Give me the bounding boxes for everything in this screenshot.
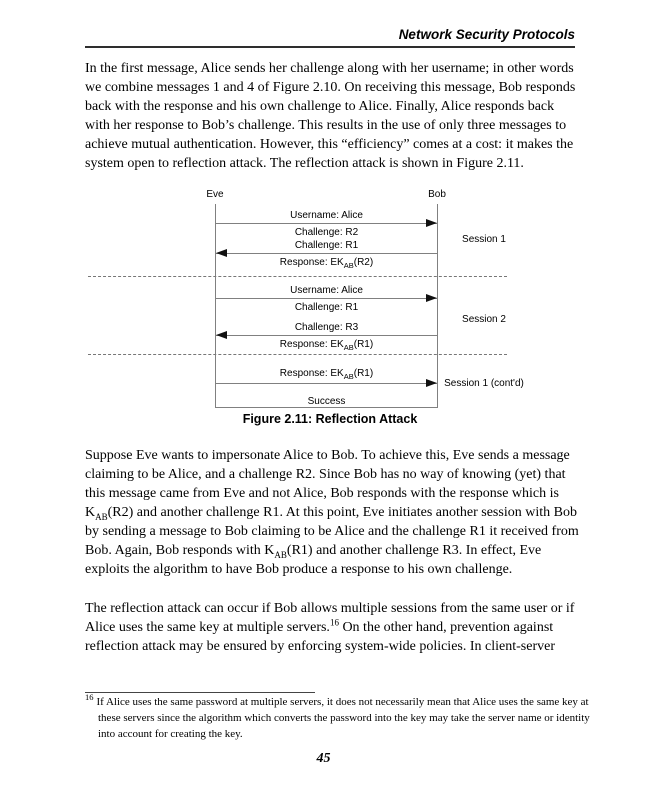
message-5-line-1: Response: $EK_{AB}(R1)$	[279, 368, 374, 381]
arrow-eve-to-bob-1	[216, 223, 437, 224]
message-4-line-1: Challenge: R3	[294, 322, 359, 333]
footnote-rule	[85, 692, 315, 693]
message-2-line-1: Challenge: R1	[294, 240, 359, 251]
arrow-eve-to-bob-2	[216, 298, 437, 299]
key-subscript: AB	[95, 511, 108, 522]
running-header: Network Security Protocols	[398, 27, 575, 42]
message-2-line-2: Response: $EK_{AB}(R2)$	[279, 257, 374, 270]
session-1-contd-label: Session 1 (cont'd)	[444, 378, 524, 389]
footnote-16: $^{16}$ If Alice uses the same password at multiple servers, it does not necessarily mean that Alice uses the same key at these servers since the algorithm which converts the password into the key may take the server name or identity into account for creating the key.	[85, 692, 590, 740]
session-divider-1	[88, 276, 507, 277]
message-4-line-2: Response: $EK_{AB}(R1)$	[279, 339, 374, 352]
message-3-line-1: Username: Alice	[290, 285, 363, 296]
session-2-label: Session 2	[462, 314, 506, 325]
arrowhead-left-icon	[216, 331, 227, 339]
success-label: Success	[307, 396, 346, 407]
arrow-bob-to-eve-2	[216, 335, 437, 336]
arrow-eve-to-bob-3	[216, 383, 437, 384]
session-divider-2	[88, 354, 507, 355]
arrowhead-right-icon	[426, 219, 437, 227]
diagram-bottom-line	[215, 407, 438, 408]
paragraph-2: Suppose Eve wants to impersonate Alice to Bob. To achieve this, Eve sends a message claiming to be Alice, and a challenge R2. Since Bob has no way of knowing (yet) that this message came from Eve and not Alice, Bob responds with the response which is $K_{AB}(R2)$ and another challenge R1. At this point, Eve initiates another session with Bob by sending a message to Bob claiming to be Alice and the challenge R1 it received from Bob. Again, Bob responds with $K_{AB}(R1)$ and another challenge R3. In effect, Eve exploits the algorithm to have Bob produce a response to his own challenge.	[85, 448, 579, 577]
paragraph-1: In the first message, Alice sends her challenge along with her username; in other words we combine messages 1 and 4 of Figure 2.10. On receiving this message, Bob responds back with the response and his own challenge to Alice. Finally, Alice responds back with her response to Bob’s challenge. This results in the use of only three messages to achieve mutual authentication. However, this “efficiency” comes at a cost: it makes the system open to reflection attack. The reflection attack is shown in Figure 2.11.	[85, 61, 576, 171]
actor-label-bob: Bob	[428, 189, 446, 200]
paragraph-3: The reflection attack can occur if Bob allows multiple sessions from the same user or if Alice uses the same key at multiple servers.$^{16}$ On the other hand, prevention against reflection attack may be ensured by enforcing system-wide policies. In client-server	[85, 601, 575, 654]
message-1-line-1: Username: Alice	[290, 210, 363, 221]
arrowhead-left-icon	[216, 249, 227, 257]
message-3-line-2: Challenge: R1	[294, 302, 359, 313]
footnote-reference-16: 16	[329, 617, 339, 628]
arrow-bob-to-eve-1	[216, 253, 437, 254]
footnote-marker: 16	[85, 692, 94, 703]
session-1-label: Session 1	[462, 234, 506, 245]
arrowhead-right-icon	[426, 294, 437, 302]
key-subscript: AB	[274, 549, 287, 560]
header-rule	[85, 46, 575, 48]
message-1-line-2: Challenge: R2	[294, 227, 359, 238]
reflection-attack-diagram	[85, 188, 575, 422]
page-number: 45	[316, 751, 331, 766]
figure-caption: Figure 2.11: Reflection Attack	[242, 412, 418, 426]
actor-label-eve: Eve	[206, 189, 224, 200]
